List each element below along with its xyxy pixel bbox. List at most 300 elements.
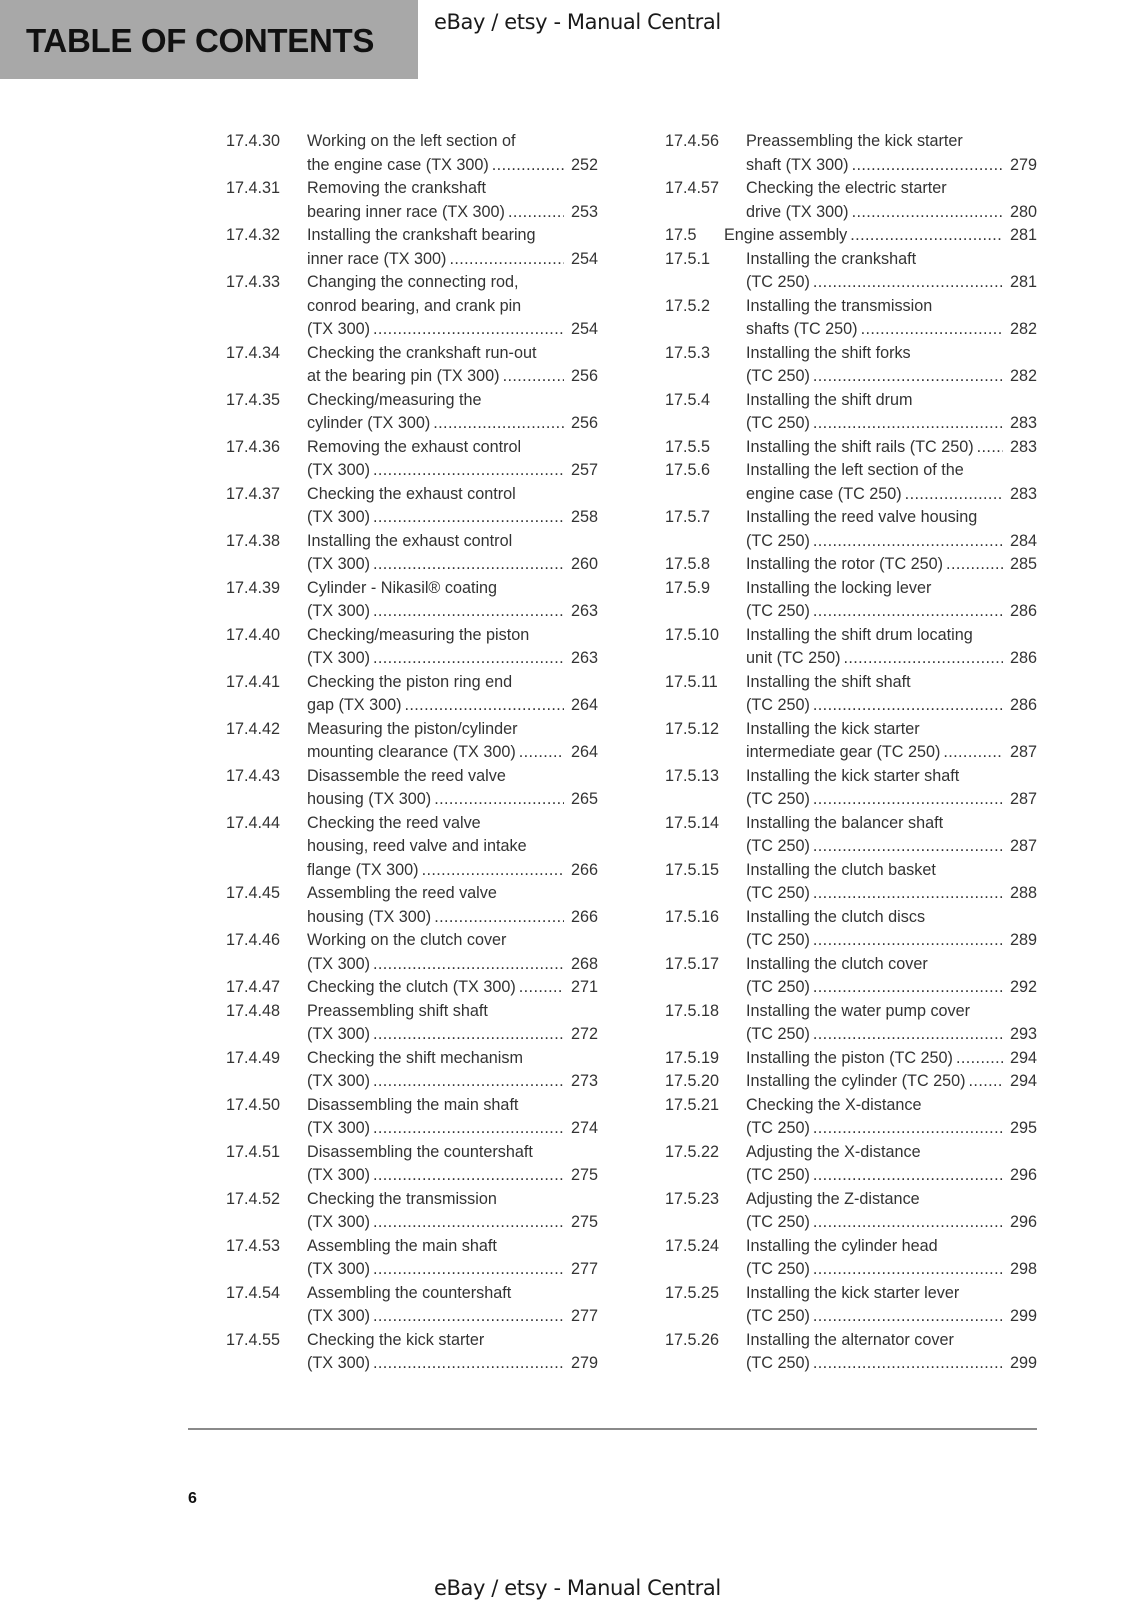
toc-entry-title-line: Assembling the countershaft [307, 1283, 512, 1302]
toc-entry-body [307, 271, 598, 342]
toc-entry[interactable] [226, 530, 598, 577]
toc-entry-page: 287 [1009, 837, 1037, 855]
dot-leader [373, 1117, 564, 1141]
toc-entry-page: 283 [1009, 437, 1037, 456]
toc-entry-page: 285 [1009, 555, 1037, 573]
toc-entry-number: 17.4.56 [665, 132, 720, 150]
toc-entry-title-line: Disassembling the main shaft [307, 1095, 519, 1114]
toc-entry-number: 17.4.36 [226, 437, 281, 456]
toc-entry-page: 275 [570, 1166, 598, 1184]
toc-entry-title-line: Adjusting the Z-distance [746, 1189, 920, 1208]
toc-entry-page: 265 [570, 790, 598, 808]
toc-entry-number: 17.4.38 [226, 531, 281, 550]
toc-entry-number: 17.4.48 [226, 1001, 281, 1020]
toc-entry-title-line: Assembling the main shaft [307, 1236, 497, 1255]
dot-leader [813, 976, 1003, 1000]
toc-entry-page: 263 [570, 602, 598, 620]
toc-entry-number: 17.4.37 [226, 484, 281, 503]
toc-section-entry[interactable] [665, 224, 1037, 248]
dot-leader [943, 741, 1003, 765]
dot-leader [373, 1164, 564, 1188]
dot-leader [373, 506, 564, 530]
toc-entry-body [746, 906, 1037, 953]
toc-entry-body [307, 812, 598, 883]
dot-leader [813, 1352, 1003, 1376]
dot-leader [905, 483, 1003, 507]
dot-leader [813, 835, 1003, 859]
toc-entry-title-line: Checking the reed valve [307, 813, 481, 832]
toc-entry-body [307, 1141, 598, 1188]
toc-entry-number: 17.4.40 [226, 625, 281, 644]
toc-entry[interactable] [226, 577, 598, 624]
toc-entry-title-line: (TX 300) [307, 555, 370, 573]
toc-entry-title-line: Removing the exhaust control [307, 437, 522, 456]
toc-entry-number: 17.4.43 [226, 766, 281, 785]
toc-entry[interactable] [226, 224, 598, 271]
toc-entry-number: 17.5.10 [665, 625, 720, 644]
dot-leader [969, 1070, 1003, 1094]
toc-entry-body [746, 342, 1037, 389]
toc-entry-title-line: (TC 250) [746, 1213, 810, 1231]
dot-leader [373, 459, 564, 483]
dot-leader [422, 859, 564, 883]
toc-entry-title-line: (TC 250) [746, 837, 810, 855]
toc-entry-number: 17.4.54 [226, 1283, 281, 1302]
toc-entry-title-line: (TC 250) [746, 602, 810, 620]
toc-entry-body [746, 1235, 1037, 1282]
toc-entry[interactable] [665, 436, 1037, 460]
toc-entry-page: 299 [1009, 1307, 1037, 1325]
toc-entry[interactable] [665, 248, 1037, 295]
toc-entry-title-line: (TC 250) [746, 1307, 810, 1325]
toc-entry-number: 17.5.16 [665, 907, 720, 926]
toc-entry-title-line: cylinder (TX 300) [307, 414, 431, 432]
toc-entry-number: 17.5 [665, 226, 697, 244]
toc-entry-number: 17.4.32 [226, 226, 281, 244]
toc-entry-title-line: (TX 300) [307, 1260, 370, 1278]
toc-entry-body [307, 389, 598, 436]
dot-leader [492, 154, 564, 178]
toc-entry-title-line: (TX 300) [307, 1166, 370, 1184]
toc-entry-body [307, 929, 598, 976]
toc-entry-title-line: inner race (TX 300) [307, 249, 447, 268]
toc-entry[interactable] [226, 389, 598, 436]
toc-entry-title-line: Installing the cylinder head [746, 1236, 938, 1255]
header-box [0, 0, 418, 79]
toc-entry-body [307, 1094, 598, 1141]
toc-entry-title-line: conrod bearing, and crank pin [307, 296, 522, 315]
toc-entry-title-line: Installing the clutch cover [746, 954, 928, 973]
toc-entry-page: 264 [570, 743, 598, 761]
toc-entry-title-line: Installing the cylinder (TC 250) [746, 1072, 966, 1090]
toc-entry[interactable] [226, 271, 598, 342]
toc-entry[interactable] [665, 577, 1037, 624]
toc-entry[interactable] [665, 506, 1037, 553]
toc-entry-title-line: Disassembling the countershaft [307, 1142, 533, 1161]
toc-entry-title-line: (TC 250) [746, 1354, 810, 1372]
toc-entry[interactable] [665, 718, 1037, 765]
toc-entry-number: 17.5.3 [665, 343, 711, 362]
toc-entry-title-line: Installing the shift drum [746, 390, 913, 409]
toc-entry-number: 17.5.7 [665, 508, 711, 526]
toc-entry[interactable] [226, 1235, 598, 1282]
toc-entry[interactable] [226, 342, 598, 389]
toc-entry[interactable] [665, 812, 1037, 859]
toc-entry[interactable] [665, 953, 1037, 1000]
toc-entry-page: 257 [570, 461, 598, 479]
dot-leader [373, 647, 564, 671]
toc-entry[interactable] [226, 436, 598, 483]
dot-leader [433, 412, 564, 436]
dot-leader [813, 530, 1003, 554]
toc-entry-title-line: at the bearing pin (TX 300) [307, 367, 500, 385]
toc-entry-title-line: shaft (TX 300) [746, 155, 849, 174]
toc-entry-body [307, 718, 598, 765]
toc-entry-number: 17.4.57 [665, 179, 720, 197]
dot-leader [434, 906, 564, 930]
toc-entry-number: 17.5.20 [665, 1072, 720, 1090]
toc-entry-title-line: Checking the electric starter [746, 179, 947, 197]
dot-leader [373, 1070, 564, 1094]
dot-leader [956, 1047, 1003, 1071]
dot-leader [946, 553, 1003, 577]
dot-leader [813, 1305, 1003, 1329]
toc-entry[interactable] [665, 1047, 1037, 1071]
toc-entry-page: 287 [1009, 743, 1037, 761]
toc-entry[interactable] [665, 1094, 1037, 1141]
toc-entry-title-line: (TX 300) [307, 1213, 370, 1231]
toc-entry[interactable] [226, 1000, 598, 1047]
toc-entry-page: 277 [570, 1307, 598, 1325]
toc-entry[interactable] [665, 1235, 1037, 1282]
dot-leader [861, 318, 1003, 342]
toc-entry-body [307, 530, 598, 577]
toc-entry-title-line: Installing the shift forks [746, 343, 911, 362]
toc-entry-page: 289 [1009, 931, 1037, 949]
toc-entry-number: 17.5.8 [665, 555, 711, 573]
dot-leader [373, 318, 564, 342]
dot-leader [373, 600, 564, 624]
toc-entry-page: 266 [570, 860, 598, 879]
toc-entry-page: 263 [570, 649, 598, 667]
toc-entry[interactable] [226, 882, 598, 929]
toc-entry-title-line: Measuring the piston/cylinder [307, 719, 518, 738]
toc-entry-page: 293 [1009, 1025, 1037, 1043]
dot-leader [519, 741, 564, 765]
toc-entry-number: 17.4.41 [226, 672, 281, 691]
toc-entry-page: 295 [1009, 1119, 1037, 1137]
toc-entry-title-line: Checking the X-distance [746, 1095, 922, 1114]
toc-entry[interactable] [226, 765, 598, 812]
toc-entry-body [746, 1329, 1037, 1376]
toc-entry-body [746, 436, 1037, 460]
toc-entry-title-line: (TX 300) [307, 1307, 370, 1325]
toc-entry[interactable] [665, 1282, 1037, 1329]
toc-entry-body [724, 224, 1037, 248]
dot-leader [434, 788, 564, 812]
toc-entry-number: 17.4.50 [226, 1095, 281, 1114]
toc-entry-title-line: Installing the locking lever [746, 578, 932, 597]
toc-entry-title-line: intermediate gear (TC 250) [746, 743, 941, 761]
toc-entry-title-line: Cylinder - Nikasil® coating [307, 578, 498, 597]
toc-entry-title-line: (TC 250) [746, 1166, 810, 1184]
toc-entry-number: 17.4.46 [226, 931, 281, 949]
toc-entry-body [307, 1188, 598, 1235]
toc-entry-body [307, 1235, 598, 1282]
toc-entry-title-line: (TX 300) [307, 1072, 370, 1090]
toc-entry-title-line: Removing the crankshaft [307, 179, 487, 197]
toc-entry-title-line: engine case (TC 250) [746, 484, 902, 503]
toc-entry-body [746, 459, 1037, 506]
toc-entry-title-line: Assembling the reed valve [307, 884, 497, 902]
toc-entry[interactable] [665, 389, 1037, 436]
toc-entry-body [307, 1329, 598, 1376]
toc-entry-number: 17.4.33 [226, 273, 281, 291]
toc-entry-body [307, 1000, 598, 1047]
dot-leader [813, 365, 1003, 389]
toc-entry-page: 283 [1009, 484, 1037, 503]
dot-leader [813, 1164, 1003, 1188]
dot-leader [813, 1211, 1003, 1235]
dot-leader [373, 1211, 564, 1235]
toc-entry-title-line: Working on the left section of [307, 132, 516, 150]
toc-entry-page: 281 [1009, 273, 1037, 291]
dot-leader [373, 1023, 564, 1047]
toc-entry-page: 286 [1009, 602, 1037, 620]
toc-entry-number: 17.5.25 [665, 1283, 720, 1302]
toc-entry-title-line: (TC 250) [746, 1119, 810, 1137]
toc-entry[interactable] [665, 295, 1037, 342]
toc-entry-title-line: Changing the connecting rod, [307, 273, 519, 291]
toc-entry[interactable] [226, 177, 598, 224]
toc-entry-title-line: Installing the balancer shaft [746, 813, 944, 832]
toc-entry-number: 17.4.42 [226, 719, 281, 738]
toc-entry[interactable] [665, 342, 1037, 389]
toc-entry-page: 254 [570, 320, 598, 338]
toc-entry-body [307, 1282, 598, 1329]
watermark-bottom: eBay / etsy - Manual Central [434, 1576, 721, 1600]
toc-entry[interactable] [665, 1070, 1037, 1094]
watermark-top: eBay / etsy - Manual Central [434, 10, 721, 34]
toc-entry-number: 17.5.21 [665, 1095, 720, 1114]
toc-entry-body [307, 671, 598, 718]
toc-entry-page: 286 [1009, 696, 1037, 714]
toc-entry-page: 264 [570, 696, 598, 714]
toc-entry-title-line: the engine case (TX 300) [307, 155, 489, 174]
toc-entry-number: 17.4.39 [226, 578, 281, 597]
toc-entry-body [307, 765, 598, 812]
toc-entry[interactable] [226, 812, 598, 883]
toc-entry-body [746, 130, 1037, 177]
toc-entry[interactable] [665, 130, 1037, 177]
toc-entry[interactable] [665, 765, 1037, 812]
toc-entry-title-line: Working on the clutch cover [307, 931, 507, 949]
page-title: TABLE OF CONTENTS [26, 22, 375, 59]
toc-entry[interactable] [226, 1047, 598, 1094]
toc-entry-title-line: (TC 250) [746, 1260, 810, 1278]
toc-entry[interactable] [665, 624, 1037, 671]
toc-entry-title-line: (TC 250) [746, 273, 810, 291]
dot-leader [813, 694, 1003, 718]
toc-entry-title-line: (TX 300) [307, 1354, 370, 1372]
toc-entry[interactable] [665, 859, 1037, 906]
dot-leader [503, 365, 564, 389]
toc-column-right [665, 130, 1037, 1376]
toc-entry-title-line: Preassembling shift shaft [307, 1001, 488, 1020]
toc-entry-page: 266 [570, 907, 598, 926]
toc-entry[interactable] [665, 177, 1037, 224]
toc-entry-title-line: Checking/measuring the [307, 390, 482, 409]
toc-entry-title-line: (TX 300) [307, 602, 370, 620]
toc-entry-title-line: Installing the exhaust control [307, 531, 513, 550]
toc-entry[interactable] [665, 1141, 1037, 1188]
toc-entry-title-line: Preassembling the kick starter [746, 132, 963, 150]
toc-entry-body [307, 882, 598, 929]
toc-entry[interactable] [665, 1329, 1037, 1376]
toc-entry[interactable] [226, 671, 598, 718]
toc-entry-title-line: housing (TX 300) [307, 790, 432, 808]
toc-entry[interactable] [226, 130, 598, 177]
toc-entry-title-line: (TX 300) [307, 461, 370, 479]
toc-entry-page: 279 [570, 1354, 598, 1372]
toc-entry[interactable] [226, 976, 598, 1000]
toc-entry-title-line: (TX 300) [307, 1119, 370, 1137]
toc-entry-body [746, 1282, 1037, 1329]
toc-entry-title-line: bearing inner race (TX 300) [307, 202, 505, 221]
toc-entry-title-line: Installing the kick starter lever [746, 1283, 960, 1302]
toc-entry-title-line: mounting clearance (TX 300) [307, 743, 516, 761]
toc-entry-page: 298 [1009, 1260, 1037, 1278]
toc-entry-title-line: Installing the transmission [746, 296, 933, 315]
toc-entry-title-line: (TC 250) [746, 884, 810, 902]
toc-entry-page: 281 [1009, 226, 1037, 244]
toc-entry-number: 17.5.12 [665, 719, 720, 738]
toc-entry[interactable] [665, 906, 1037, 953]
toc-entry-title-line: Installing the crankshaft bearing [307, 226, 536, 244]
toc-entry-page: 253 [570, 202, 598, 221]
toc-entry[interactable] [226, 1141, 598, 1188]
toc-entry[interactable] [665, 459, 1037, 506]
toc-entry-body [307, 224, 598, 271]
toc-entry-number: 17.5.6 [665, 461, 711, 479]
toc-entry[interactable] [226, 483, 598, 530]
toc-entry[interactable] [665, 1188, 1037, 1235]
dot-leader [813, 271, 1003, 295]
toc-entry-number: 17.4.49 [226, 1048, 281, 1067]
toc-entry-title-line: Checking the transmission [307, 1189, 497, 1208]
toc-entry-body [746, 1000, 1037, 1047]
toc-entry[interactable] [665, 553, 1037, 577]
toc-entry-page: 299 [1009, 1354, 1037, 1372]
toc-entry-body [746, 295, 1037, 342]
toc-entry-number: 17.4.52 [226, 1189, 281, 1208]
toc-entry-body [746, 506, 1037, 553]
toc-entry-page: 279 [1009, 155, 1037, 174]
toc-entry-page: 282 [1009, 367, 1037, 385]
toc-entry-title-line: (TC 250) [746, 696, 810, 714]
toc-entry-page: 294 [1009, 1072, 1037, 1090]
toc-entry-title-line: (TX 300) [307, 954, 370, 973]
toc-entry[interactable] [226, 1094, 598, 1141]
toc-entry-title-line: housing (TX 300) [307, 907, 432, 926]
toc-entry[interactable] [226, 1282, 598, 1329]
toc-column-left [226, 130, 598, 1376]
toc-entry-body [746, 812, 1037, 859]
toc-entry[interactable] [226, 1329, 598, 1376]
toc-entry-body [307, 342, 598, 389]
toc-entry-page: 294 [1009, 1048, 1037, 1067]
toc-entry-title-line: (TC 250) [746, 414, 810, 432]
dot-leader [373, 953, 564, 977]
toc-entry-title-line: Installing the kick starter shaft [746, 766, 960, 785]
toc-entry-number: 17.4.47 [226, 978, 281, 996]
dot-leader [813, 600, 1003, 624]
toc-entry-title-line: Installing the left section of the [746, 461, 964, 479]
dot-leader [813, 1023, 1003, 1047]
toc-entry-number: 17.4.31 [226, 179, 281, 197]
toc-entry-page: 252 [570, 155, 598, 174]
toc-entry-title-line: Checking/measuring the piston [307, 625, 530, 644]
dot-leader [843, 647, 1003, 671]
toc-entry-title-line: (TX 300) [307, 508, 370, 526]
toc-entry-title-line: Checking the exhaust control [307, 484, 516, 503]
dot-leader [813, 929, 1003, 953]
toc-entry-title-line: (TC 250) [746, 531, 810, 550]
toc-entry-page: 288 [1009, 884, 1037, 902]
footer-divider [188, 1428, 1037, 1430]
toc-entry[interactable] [226, 929, 598, 976]
toc-entry-body [307, 436, 598, 483]
dot-leader [977, 436, 1003, 460]
toc-entry-number: 17.4.35 [226, 390, 281, 409]
toc-entry-title-line: (TC 250) [746, 367, 810, 385]
toc-entry-title-line: Installing the water pump cover [746, 1001, 971, 1020]
dot-leader [373, 553, 564, 577]
toc-entry-body [307, 1047, 598, 1094]
toc-entry-page: 287 [1009, 790, 1037, 808]
toc-entry-number: 17.4.30 [226, 132, 281, 150]
toc-entry[interactable] [665, 1000, 1037, 1047]
toc-entry-number: 17.5.2 [665, 296, 711, 315]
toc-entry-title-line: unit (TC 250) [746, 649, 841, 667]
toc-entry-title-line: Installing the reed valve housing [746, 508, 978, 526]
toc-entry-page: 258 [570, 508, 598, 526]
toc-entry-number: 17.5.18 [665, 1001, 720, 1020]
toc-entry-body [746, 859, 1037, 906]
dot-leader [449, 248, 564, 272]
toc-entry-body [746, 389, 1037, 436]
toc-entry[interactable] [665, 671, 1037, 718]
toc-entry[interactable] [226, 718, 598, 765]
toc-entry-number: 17.4.45 [226, 884, 281, 902]
toc-entry-title-line: Adjusting the X-distance [746, 1142, 921, 1161]
toc-entry-body [746, 577, 1037, 624]
page-number: 6 [188, 1490, 197, 1507]
toc-entry-page: 296 [1009, 1213, 1037, 1231]
toc-entry-number: 17.4.55 [226, 1330, 281, 1349]
toc-entry-title-line: shafts (TC 250) [746, 320, 858, 338]
toc-entry-body [307, 177, 598, 224]
toc-entry[interactable] [226, 624, 598, 671]
toc-entry-number: 17.5.22 [665, 1142, 720, 1161]
toc-entry[interactable] [226, 1188, 598, 1235]
toc-entry-body [746, 953, 1037, 1000]
toc-entry-body [746, 1094, 1037, 1141]
toc-entry-body [307, 483, 598, 530]
toc-entry-title-line: (TX 300) [307, 320, 370, 338]
toc-entry-page: 268 [570, 954, 598, 973]
dot-leader [519, 976, 564, 1000]
